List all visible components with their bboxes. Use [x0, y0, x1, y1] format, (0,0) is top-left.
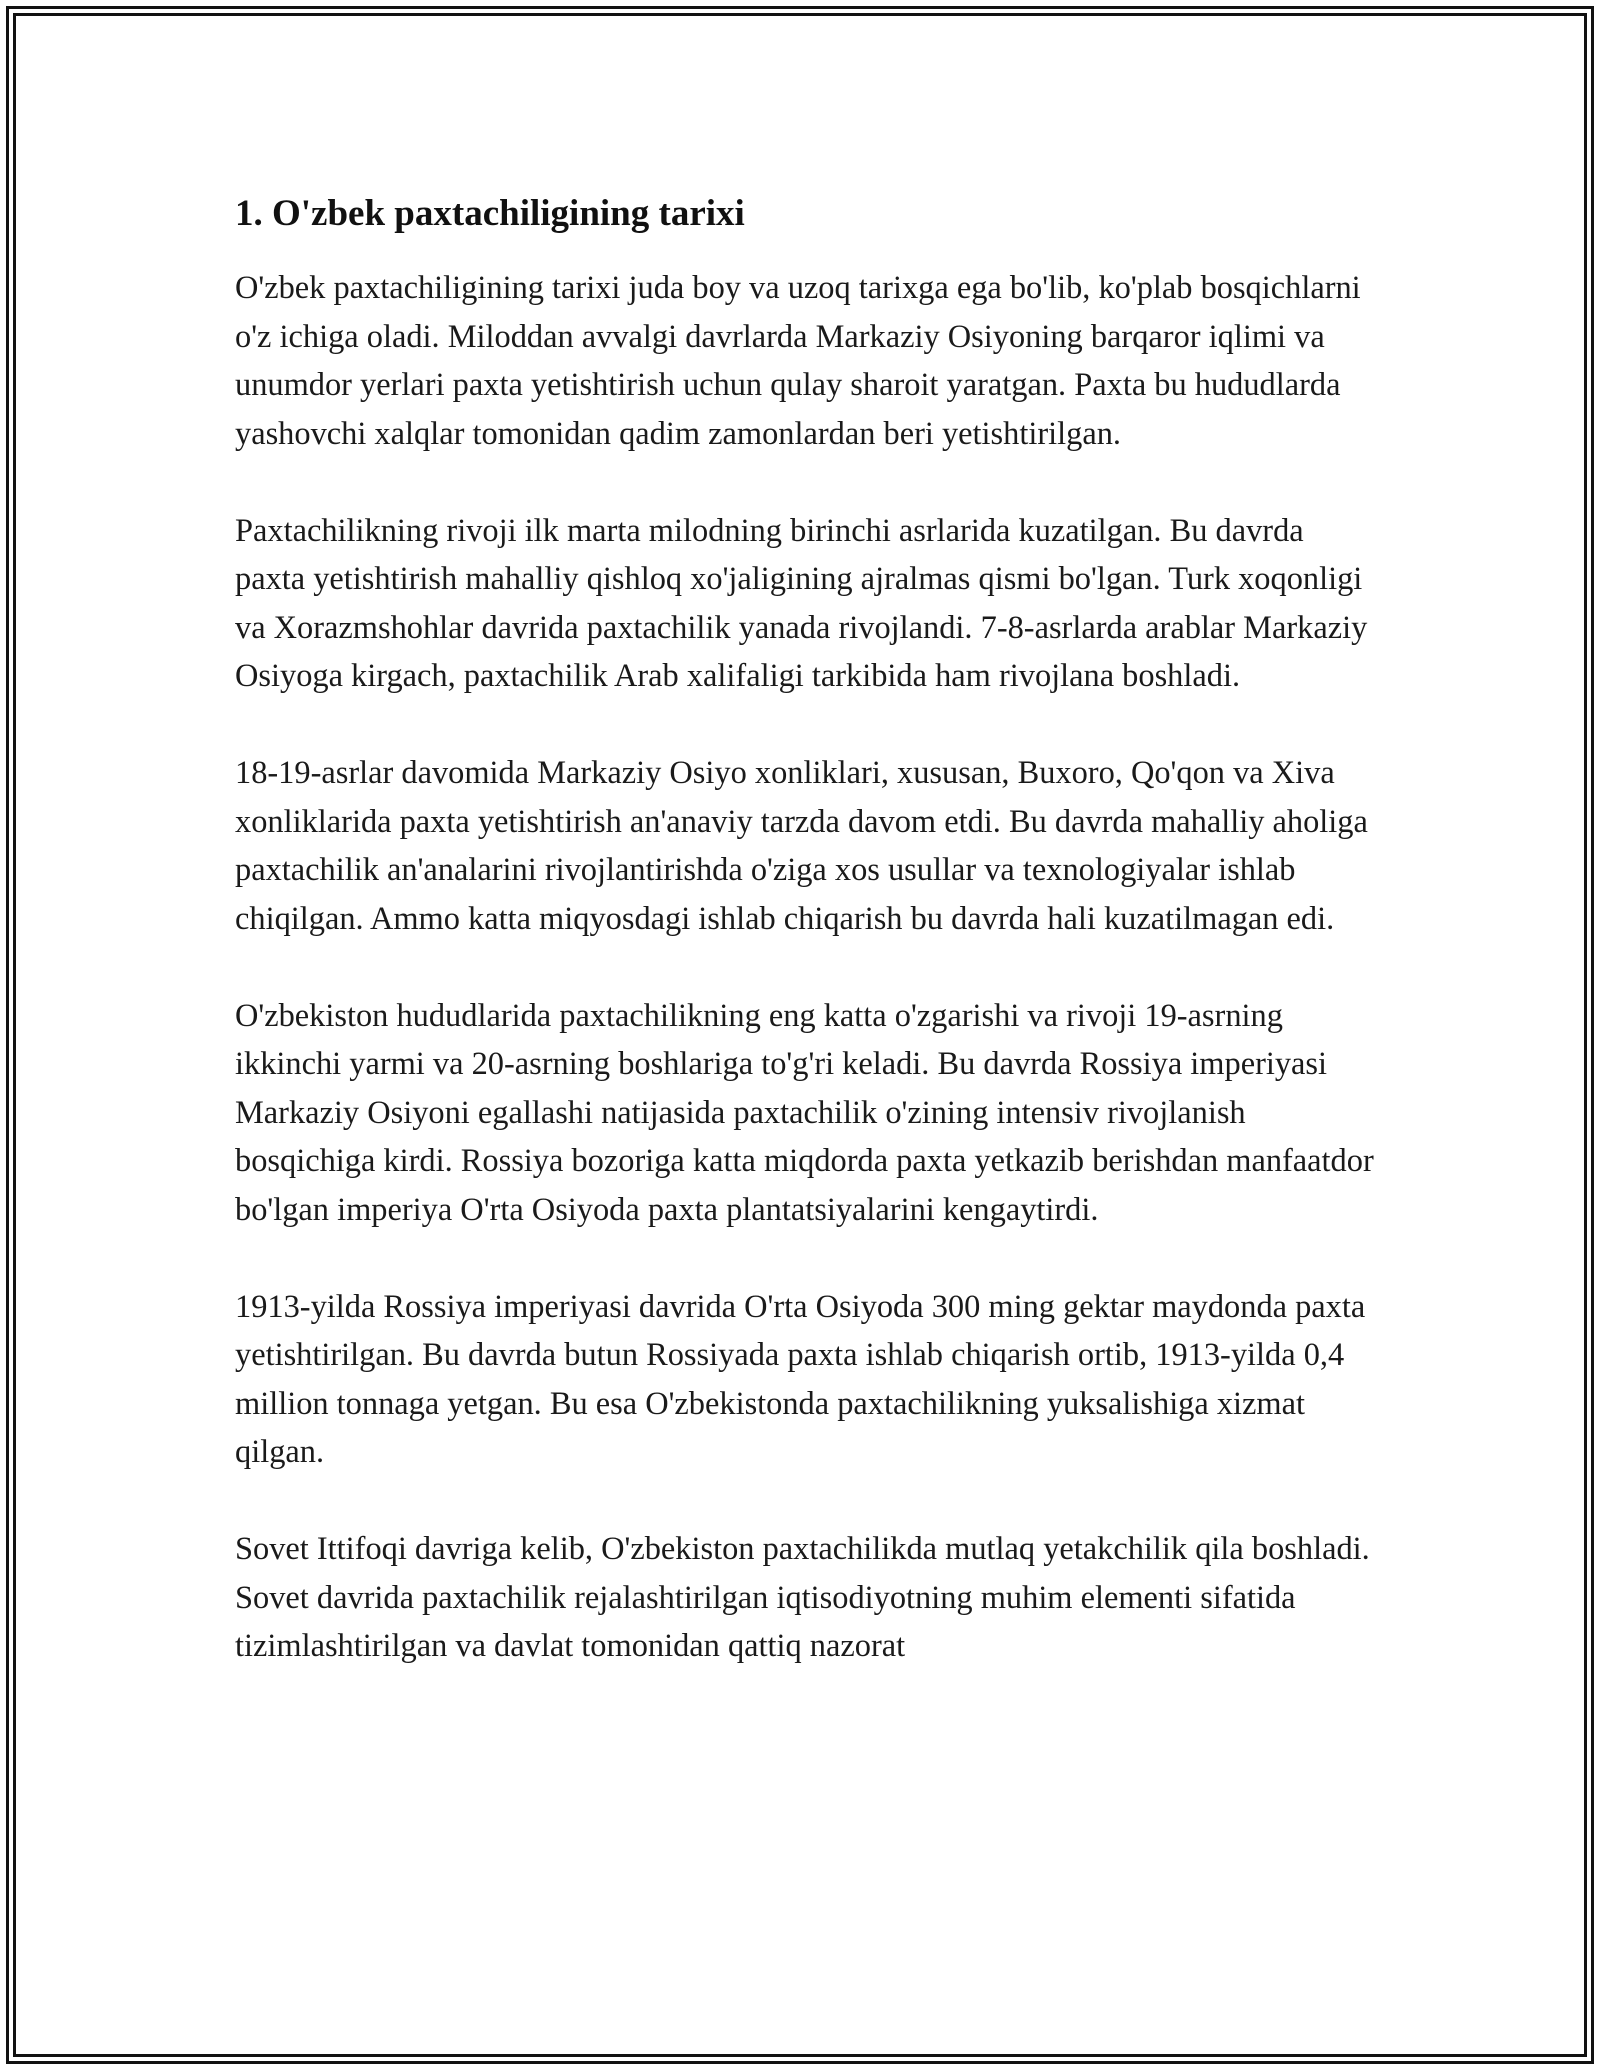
paragraph-3: 18-19-asrlar davomida Markaziy Osiyo xonliklari, xususan, Buxoro, Qo'qon va Xiva xonliklarida paxta yetishtirish an'anaviy tarzda davom etdi. Bu davrda mahalliy aholiga paxtachilik an'analarini rivojlantirishda o'ziga xos usullar va texnologiyalar ishlab chiqilgan. Ammo katta miqyosdagi ishlab chiqarish bu davrda hali kuzatilmagan edi.	[235, 755, 1368, 937]
section-heading: 1. O'zbek paxtachiligining tarixi	[235, 193, 745, 234]
paragraph-6: Sovet Ittifoqi davriga kelib, O'zbekiston paxtachilikda mutlaq yetakchilik qila boshladi. Sovet davrida paxtachilik rejalashtirilgan iqtisodiyotning muhim elementi sifatida tizimlashtirilgan va davlat tomonidan qattiq nazorat	[235, 1531, 1370, 1664]
paragraph-1: O'zbek paxtachiligining tarixi juda boy va uzoq tarixga ega bo'lib, ko'plab bosqichlarni o'z ichiga oladi. Miloddan avvalgi davrlarda Markaziy Osiyoning barqaror iqlimi va unumdor yerlari paxta yetishtirish uchun qulay sharoit yaratgan. Paxta bu hududlarda yashovchi xalqlar tomonidan qadim zamonlardan beri yetishtirilgan.	[235, 270, 1361, 452]
paragraph-4: O'zbekiston hududlarida paxtachilikning eng katta o'zgarishi va rivoji 19-asrning ikkinchi yarmi va 20-asrning boshlariga to'g'ri keladi. Bu davrda Rossiya imperiyasi Markaziy Osiyoni egallashi natijasida paxtachilik o'zining intensiv rivojlanish bosqichiga kirdi. Rossiya bozoriga katta miqdorda paxta yetkazib berishdan manfaatdor bo'lgan imperiya O'rta Osiyoda paxta plantatsiyalarini kengaytirdi.	[235, 997, 1374, 1228]
paragraph-2: Paxtachilikning rivoji ilk marta milodning birinchi asrlarida kuzatilgan. Bu davrda paxta yetishtirish mahalliy qishloq xo'jaligining ajralmas qismi bo'lgan. Turk xoqonligi va Xorazmshohlar davrida paxtachilik yanada rivojlandi. 7-8-asrlarda arablar Markaziy Osiyoga kirgach, paxtachilik Arab xalifaligi tarkibida ham rivojlana boshladi.	[235, 512, 1368, 694]
paragraph-5: 1913-yilda Rossiya imperiyasi davrida O'rta Osiyoda 300 ming gektar maydonda paxta yetishtirilgan. Bu davrda butun Rossiyada paxta ishlab chiqarish ortib, 1913-yilda 0,4 million tonnaga yetgan. Bu esa O'zbekistonda paxtachilikning yuksalishiga xizmat qilgan.	[235, 1288, 1366, 1470]
document-body	[235, 186, 1375, 1719]
